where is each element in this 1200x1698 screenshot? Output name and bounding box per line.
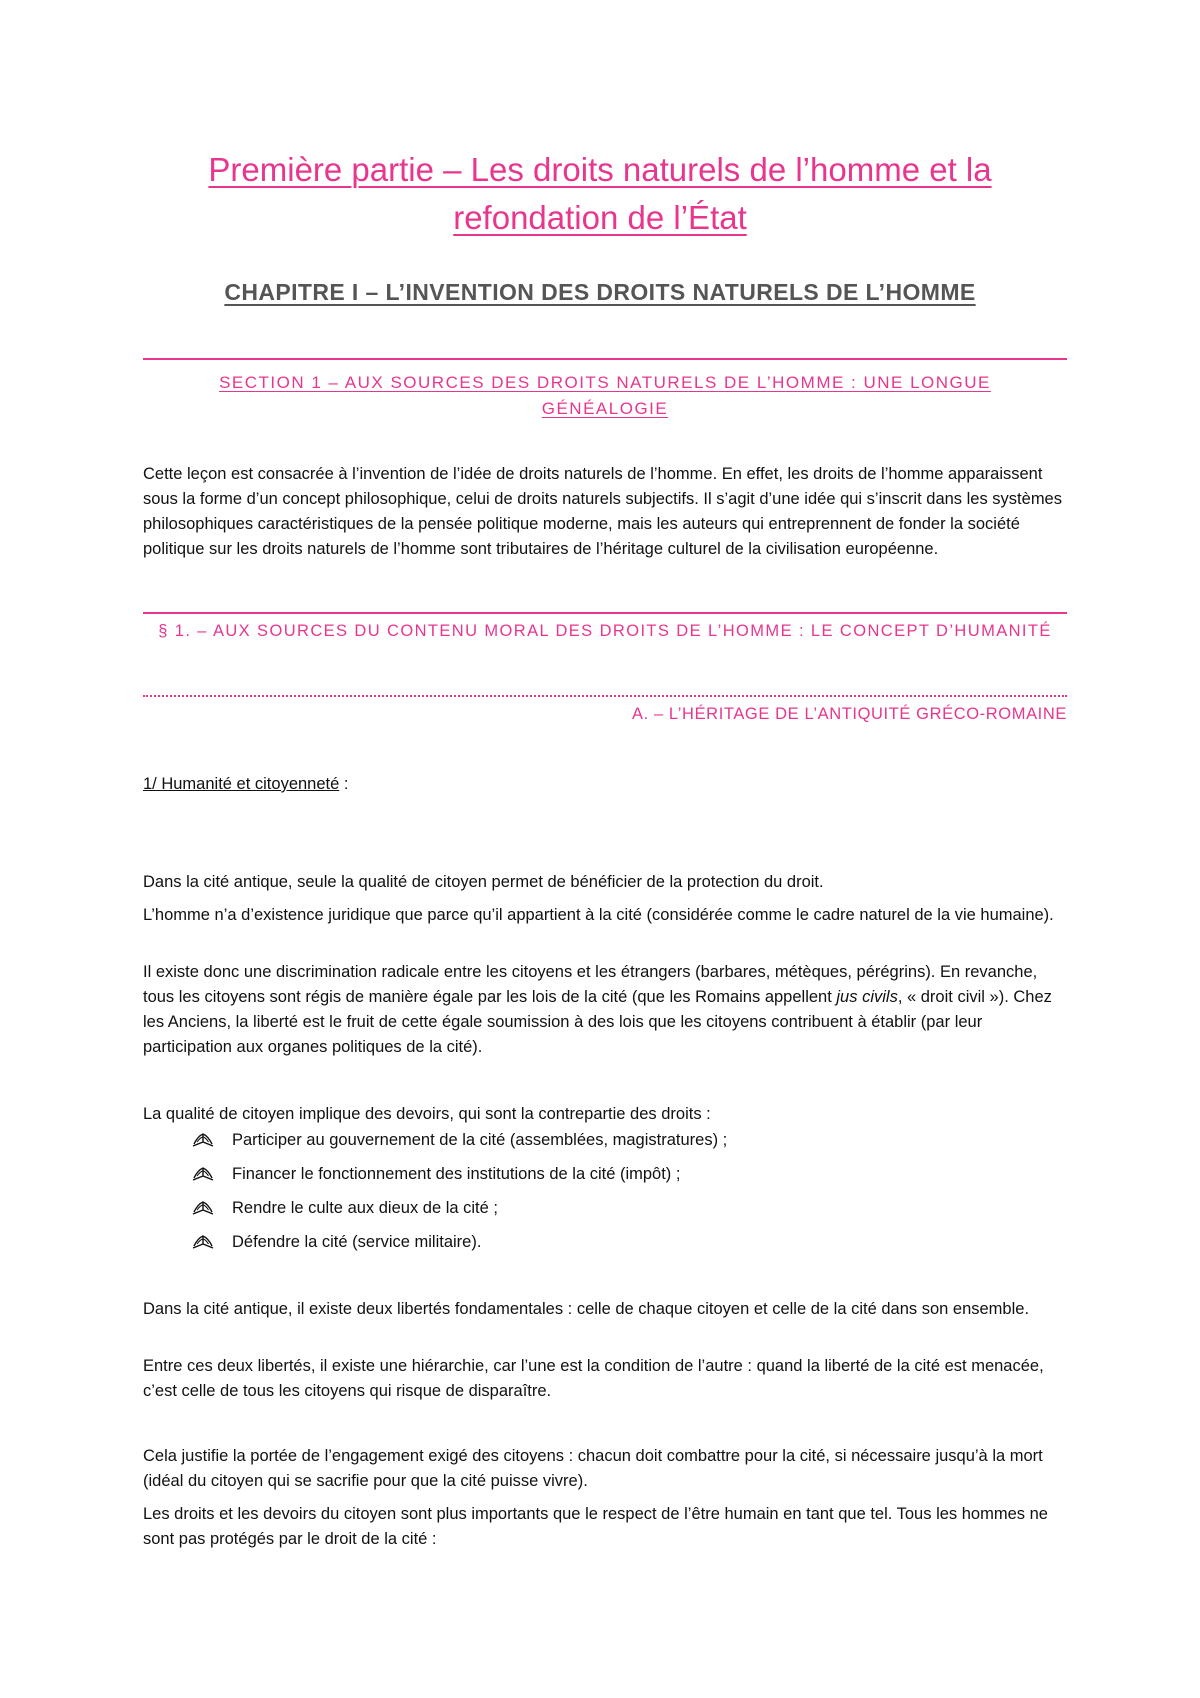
paragraph-2: L’homme n’a d’existence juridique que parce qu’il appartient à la cité (considérée comme le cadre naturel de la vie humaine).: [143, 906, 1054, 924]
paragraph-4: La qualité de citoyen implique des devoirs, qui sont la contrepartie des droits :: [143, 1105, 711, 1123]
heading-label: 1/ Humanité et citoyenneté: [143, 775, 340, 793]
paragraph-title: § 1. – AUX SOURCES DU CONTENU MORAL DES DROITS DE L’HOMME : LE CONCEPT D’HUMANITÉ: [158, 622, 1052, 640]
book-icon: [192, 1166, 214, 1182]
subsection-dotted-rule: [143, 695, 1067, 697]
paragraph-top-rule: [143, 612, 1067, 614]
paragraph-8: Les droits et les devoirs du citoyen sont plus importants que le respect de l’être humain en tant que tel. Tous les hommes ne sont pas protégés par le droit de la cité :: [143, 1505, 1048, 1548]
book-icon: [192, 1200, 214, 1216]
list-item: [192, 1196, 727, 1230]
part-title-line-2: refondation de l’État: [453, 199, 747, 236]
paragraph-3-italic: jus civils: [836, 988, 898, 1006]
paragraph-3-before: Il existe donc une discrimination radicale entre les citoyens et les étrangers (barbares, métèques, pérégrins). En revanche, tous les citoyens sont régis de manière égale par les lois de la cité (que les Romains appellent: [143, 963, 1038, 1006]
paragraph-5: Dans la cité antique, il existe deux libertés fondamentales : celle de chaque citoyen et celle de la cité dans son ensemble.: [143, 1300, 1030, 1318]
part-title-line-1: Première partie – Les droits naturels de l’homme et la: [208, 151, 992, 188]
paragraph-3: [143, 960, 1063, 1060]
paragraph-6: Entre ces deux libertés, il existe une hiérarchie, car l’une est la condition de l’autre : quand la liberté de la cité est menacée, c’est celle de tous les citoyens qui risque de disparaître.: [143, 1357, 1044, 1400]
paragraph-3-after: , « droit civil »). Chez les Anciens, la liberté est le fruit de cette égale soumission à des lois que les citoyens contribuent à établir (par leur participation aux organes politiques de la cité).: [143, 988, 1052, 1056]
list-item-text: Participer au gouvernement de la cité (assemblées, magistratures) ;: [232, 1131, 728, 1149]
intro-paragraph: Cette leçon est consacrée à l’invention de l’idée de droits naturels de l’homme. En effet, les droits de l’homme apparaissent sous la forme d’un concept philosophique, celui de droits naturels subjectifs. Il s’agit d’une idée qui s’inscrit dans les systèmes philosophiques caractéristiques de la pensée politique moderne, mais les auteurs qui entreprennent de fonder la société politique sur les droits naturels de l’homme sont tributaires de l’héritage culturel de la civilisation européenne.: [143, 465, 1062, 558]
chapter-title: CHAPITRE I – L’INVENTION DES DROITS NATURELS DE L’HOMME: [224, 279, 976, 305]
list-item-text: Rendre le culte aux dieux de la cité ;: [232, 1199, 498, 1217]
subsection-title: A. – L’HÉRITAGE DE L’ANTIQUITÉ GRÉCO-ROMAINE: [631, 705, 1067, 723]
paragraph-7: Cela justifie la portée de l’engagement exigé des citoyens : chacun doit combattre pour la cité, si nécessaire jusqu’à la mort (idéal du citoyen qui se sacrifie pour que la cité puisse vivre).: [143, 1447, 1043, 1490]
section-top-rule: [143, 358, 1067, 360]
book-icon: [192, 1234, 214, 1250]
section-title-line-2: GÉNÉALOGIE: [541, 399, 669, 418]
heading-humanite-citoyennete: [143, 775, 348, 794]
paragraph-1: Dans la cité antique, seule la qualité de citoyen permet de bénéficier de la protection du droit.: [143, 873, 824, 891]
duties-list: [192, 1128, 727, 1264]
list-item: [192, 1128, 727, 1162]
list-item-text: Financer le fonctionnement des institutions de la cité (impôt) ;: [232, 1165, 681, 1183]
part-title: [140, 146, 1060, 242]
section-title-line-1: SECTION 1 – AUX SOURCES DES DROITS NATURELS DE L’HOMME : UNE LONGUE: [219, 373, 991, 392]
list-item-text: Défendre la cité (service militaire).: [232, 1233, 482, 1251]
book-icon: [192, 1132, 214, 1148]
list-item: [192, 1162, 727, 1196]
heading-suffix: :: [339, 775, 349, 793]
list-item: [192, 1230, 727, 1264]
section-title: [180, 370, 1030, 422]
